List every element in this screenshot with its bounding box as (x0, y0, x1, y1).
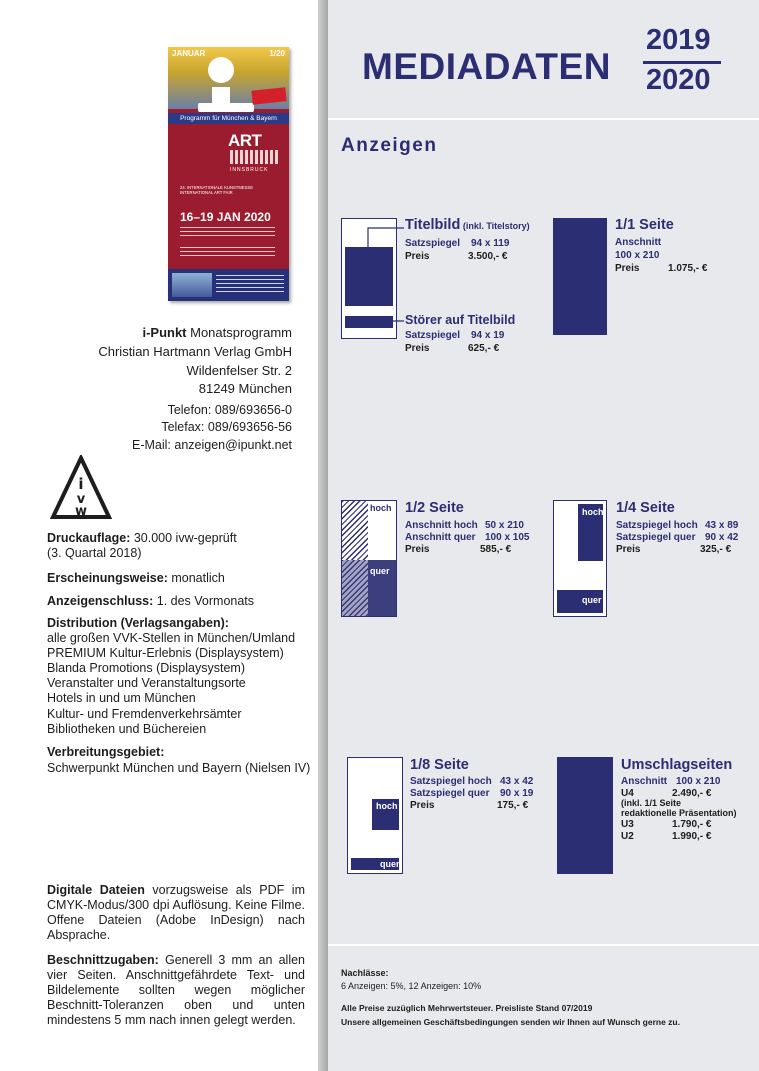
druckauflage-value: 30.000 ivw-geprüft (130, 531, 237, 545)
verbreitung-label (47, 745, 164, 760)
stoerer-price: 625,- € (468, 343, 500, 354)
ivw-logo (50, 455, 112, 520)
full-page-price-label: Preis (615, 263, 640, 274)
u2-label: U2 (621, 831, 634, 842)
full-page-price: 1.075,- € (668, 263, 708, 274)
publisher-fax: Telefax: 089/693656-56 (161, 420, 292, 434)
druckauflage-label: Druckauflage: (47, 531, 131, 545)
erscheinungsweise (47, 571, 225, 586)
distribution-item: Hotels in und um München (47, 691, 196, 705)
cover-text-lines-2 (180, 247, 275, 257)
quarter-hoch-label: hoch (582, 507, 604, 517)
cover-bottom-image (172, 273, 212, 297)
cover-month: JANUAR (172, 49, 206, 58)
section-title: Anzeigen (341, 135, 438, 156)
u4-note-1: (inkl. 1/1 Seite (621, 798, 682, 808)
discount-label: Nachlässe: (341, 968, 389, 978)
umschlag-title: Umschlagseiten (621, 757, 733, 773)
publisher-company: Christian Hartmann Verlag GmbH (98, 344, 292, 359)
titelbild-satzspiegel-label: Satzspiegel (405, 238, 461, 249)
eighth-label-2: Satzspiegel quer (410, 788, 490, 799)
half-price-label: Preis (405, 544, 430, 555)
publisher-brand: i-Punkt (142, 325, 187, 340)
half-label-2: Anschnitt quer (405, 532, 476, 543)
titelbild-price-label: Preis (405, 251, 430, 262)
cover-art-logo: ART (228, 131, 262, 150)
eighth-page-title: 1/8 Seite (410, 757, 469, 773)
cover-bottom-lines (216, 275, 284, 295)
quarter-size-2: 90 x 42 (705, 532, 739, 543)
footer-line-2: Unsere allgemeinen Geschäftsbedingungen senden wir Ihnen auf Wunsch gerne zu. (341, 1017, 680, 1027)
u3-price: 1.790,- € (672, 819, 712, 830)
cover-fair-date: 16–19 JAN 2020 (180, 210, 271, 224)
cover-issue: 1/20 (269, 49, 285, 58)
erscheinung-label: Erscheinungsweise: (47, 571, 168, 585)
year-top: 2019 (646, 24, 711, 56)
year-bottom: 2020 (646, 64, 711, 96)
digital-label: Digitale Dateien (47, 883, 145, 897)
beschnitt-label: Beschnittzugaben: (47, 953, 159, 967)
eighth-price: 175,- € (497, 800, 529, 811)
titelbild-title-note: (inkl. Titelstory) (460, 221, 530, 231)
eighth-quer-label: quer (380, 859, 400, 869)
half-label-1: Anschnitt hoch (405, 520, 478, 531)
digital-files (47, 883, 305, 943)
eighth-price-label: Preis (410, 800, 435, 811)
cover-tagline: Programm für München & Bayern (168, 113, 289, 124)
footer-separator (328, 944, 759, 946)
digital-text: vorzugsweise als PDF im CMYK-Modus/300 dpi Auflösung. Keine Filme. Offene Dateien (Adobe InDesign) nach Absprache. (47, 883, 305, 942)
full-page-size: 100 x 210 (615, 250, 660, 261)
footer-line-1: Alle Preise zuzüglich Mehrwertsteuer. Preisliste Stand 07/2019 (341, 1003, 593, 1013)
publisher-city: 81249 München (198, 381, 292, 396)
half-price: 585,- € (480, 544, 512, 555)
half-size-1: 50 x 210 (485, 520, 524, 531)
titelbild-price: 3.500,- € (468, 251, 508, 262)
stoerer-title: Störer auf Titelbild (405, 313, 516, 327)
publisher-street: Wildenfelser Str. 2 (186, 363, 292, 378)
cover-art-grid (230, 150, 278, 164)
stoerer-price-label: Preis (405, 343, 430, 354)
distribution-label (47, 616, 229, 631)
ivw-letter-v: v (76, 492, 86, 507)
stoerer-satzspiegel-size: 94 x 19 (471, 330, 505, 341)
titelbild-title (405, 217, 530, 233)
distribution-item: PREMIUM Kultur-Erlebnis (Displaysystem) (47, 646, 284, 660)
schluss-label: Anzeigenschluss: (47, 594, 154, 608)
u4-label: U4 (621, 788, 634, 799)
eighth-size-1: 43 x 42 (500, 776, 534, 787)
cover-fair-text: 24. INTERNATIONALE KUNSTMESSE INTERNATIONAL ART FAIR (180, 185, 253, 195)
erscheinung-value: monatlich (167, 571, 225, 585)
u2-price: 1.990,- € (672, 831, 712, 842)
publisher-phone: Telefon: 089/693656-0 (167, 403, 292, 417)
u4-note-2: redaktionelle Präsentation) (621, 808, 737, 818)
quarter-page-title: 1/4 Seite (616, 500, 675, 516)
ivw-letter-i: i (78, 475, 84, 493)
half-page-title: 1/2 Seite (405, 500, 464, 516)
verbreitung-value: Schwerpunkt München und Bayern (Nielsen IV) (47, 761, 311, 775)
druckauflage-note: (3. Quartal 2018) (47, 546, 142, 560)
publisher-email[interactable]: E-Mail: anzeigen@ipunkt.net (132, 438, 292, 452)
cover-art-city: INNSBRUCK (230, 167, 269, 173)
schluss-value: 1. des Vormonats (153, 594, 255, 608)
cover-text-lines (180, 227, 275, 239)
full-page-label: Anschnitt (615, 237, 662, 248)
page-title: MEDIADATEN (362, 46, 611, 87)
page-divider (318, 0, 328, 1071)
half-size-2: 100 x 105 (485, 532, 530, 543)
u4-price: 2.490,- € (672, 788, 712, 799)
quarter-price: 325,- € (700, 544, 732, 555)
verbreitung-heading: Verbreitungsgebiet: (47, 745, 165, 759)
magazine-cover (168, 47, 289, 301)
titelbild-connectors (360, 225, 410, 325)
full-page-title: 1/1 Seite (615, 217, 674, 233)
titelbild-title-text: Titelbild (405, 217, 461, 233)
discount-text: 6 Anzeigen: 5%, 12 Anzeigen: 10% (341, 981, 482, 991)
umschlag-size: 100 x 210 (676, 776, 721, 787)
quarter-quer-label: quer (582, 595, 602, 605)
anzeigenschluss (47, 594, 254, 609)
distribution-item: Veranstalter und Veranstaltungsorte (47, 676, 246, 690)
header-separator (328, 118, 759, 120)
half-hoch-label: hoch (370, 503, 392, 513)
cover-logo-dot (208, 57, 234, 83)
cover-pages-diagram (557, 757, 613, 874)
eighth-label-1: Satzspiegel hoch (410, 776, 492, 787)
quarter-label-1: Satzspiegel hoch (616, 520, 698, 531)
distribution-heading: Distribution (Verlagsangaben): (47, 616, 229, 630)
u3-label: U3 (621, 819, 634, 830)
titelbild-satzspiegel-size: 94 x 119 (471, 238, 510, 249)
druckauflage (47, 531, 237, 546)
ivw-letter-w: w (74, 504, 88, 519)
publisher-name (142, 325, 292, 340)
eighth-size-2: 90 x 19 (500, 788, 534, 799)
cover-logo-base (198, 103, 254, 112)
distribution-item: Blanda Promotions (Displaysystem) (47, 661, 245, 675)
quarter-label-2: Satzspiegel quer (616, 532, 696, 543)
publisher-name-rest: Monatsprogramm (186, 325, 292, 340)
distribution-item: alle großen VVK-Stellen in München/Umland (47, 631, 296, 645)
quarter-price-label: Preis (616, 544, 641, 555)
distribution-item: Bibliotheken und Büchereien (47, 722, 207, 736)
umschlag-label: Anschnitt (621, 776, 668, 787)
beschnitt-text: Generell 3 mm an allen vier Seiten. Anschnittgefährdete Text- und Bildelemente sollten wegen möglicher Beschnitt-Toleranzen oben und unten mindestens 5 mm nach innen gelegt werden. (47, 953, 305, 1027)
stoerer-satzspiegel-label: Satzspiegel (405, 330, 461, 341)
full-page-diagram (553, 218, 607, 335)
beschnitt (47, 953, 305, 1028)
eighth-hoch-label: hoch (376, 801, 398, 811)
quarter-size-1: 43 x 89 (705, 520, 739, 531)
half-page-overlap (342, 560, 368, 616)
half-quer-label: quer (370, 566, 390, 576)
distribution-item: Kultur- und Fremdenverkehrsämter (47, 707, 242, 721)
